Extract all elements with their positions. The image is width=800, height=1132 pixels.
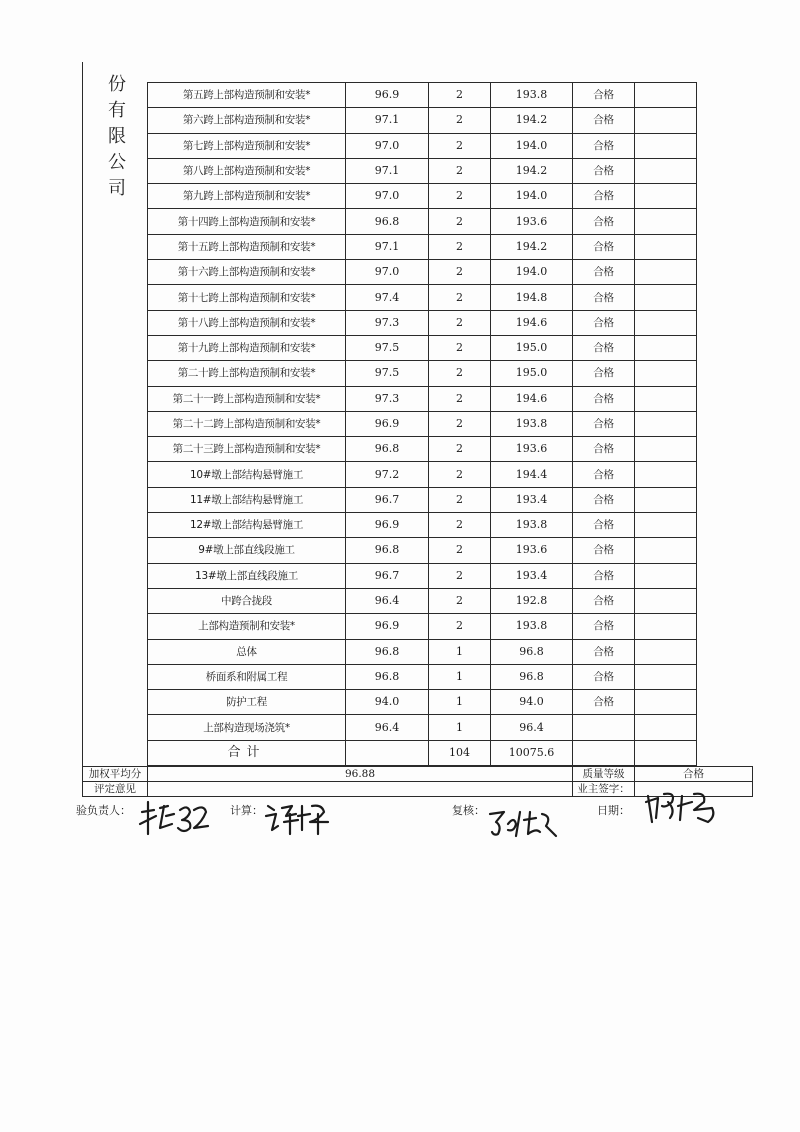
weighted-score-cell: 193.4 <box>491 487 573 512</box>
remark-cell <box>635 715 697 740</box>
weight-cell: 2 <box>429 361 491 386</box>
weight-cell: 2 <box>429 386 491 411</box>
weight-cell: 2 <box>429 108 491 133</box>
review-label: 复核： <box>452 804 485 817</box>
table-row <box>148 285 697 310</box>
item-name-cell: 第十八跨上部构造预制和安装* <box>148 310 346 335</box>
table-row <box>148 411 697 436</box>
item-name-cell: 12#墩上部结构悬臂施工 <box>148 513 346 538</box>
remark-cell <box>635 487 697 512</box>
weight-cell: 2 <box>429 614 491 639</box>
weighted-score-cell: 194.0 <box>491 260 573 285</box>
score-cell: 96.9 <box>346 513 429 538</box>
total-score-cell <box>346 740 429 765</box>
quality-cell: 合格 <box>573 386 635 411</box>
quality-cell: 合格 <box>573 108 635 133</box>
quality-cell: 合格 <box>573 614 635 639</box>
total-remark-cell <box>635 740 697 765</box>
remark-cell <box>635 285 697 310</box>
score-cell: 97.3 <box>346 386 429 411</box>
weighted-score-cell: 192.8 <box>491 588 573 613</box>
quality-cell: 合格 <box>573 83 635 108</box>
remark-cell <box>635 588 697 613</box>
score-cell: 97.5 <box>346 335 429 360</box>
quality-grade-value: 合格 <box>635 767 753 782</box>
weight-cell: 2 <box>429 513 491 538</box>
score-cell: 96.8 <box>346 639 429 664</box>
item-name-cell: 9#墩上部直线段施工 <box>148 538 346 563</box>
weight-cell: 2 <box>429 234 491 259</box>
score-cell: 96.9 <box>346 83 429 108</box>
evaluation-table <box>147 82 697 766</box>
weighted-score-cell: 96.8 <box>491 639 573 664</box>
table-row <box>148 462 697 487</box>
table-row <box>148 184 697 209</box>
weighted-score-cell: 193.8 <box>491 513 573 538</box>
table-row <box>148 386 697 411</box>
quality-cell: 合格 <box>573 184 635 209</box>
item-name-cell: 第二十一跨上部构造预制和安装* <box>148 386 346 411</box>
weighted-score-cell: 96.8 <box>491 664 573 689</box>
weighted-score-cell: 194.8 <box>491 285 573 310</box>
item-name-cell: 第二十跨上部构造预制和安装* <box>148 361 346 386</box>
weighted-score-cell: 96.4 <box>491 715 573 740</box>
table-row <box>148 83 697 108</box>
weighted-score-cell: 194.0 <box>491 133 573 158</box>
calc-signature <box>262 800 334 836</box>
weight-cell: 2 <box>429 411 491 436</box>
weighted-average-value: 96.88 <box>148 767 573 782</box>
quality-cell: 合格 <box>573 158 635 183</box>
weight-cell: 2 <box>429 310 491 335</box>
weight-cell: 2 <box>429 184 491 209</box>
table-row <box>148 588 697 613</box>
remark-cell <box>635 386 697 411</box>
weight-cell: 2 <box>429 462 491 487</box>
weighted-score-cell: 193.6 <box>491 437 573 462</box>
quality-cell: 合格 <box>573 462 635 487</box>
item-name-cell: 第十四跨上部构造预制和安装* <box>148 209 346 234</box>
item-name-cell: 总体 <box>148 639 346 664</box>
weight-cell: 2 <box>429 83 491 108</box>
quality-grade-label: 质量等级 <box>573 767 635 782</box>
table-row <box>148 614 697 639</box>
remark-cell <box>635 108 697 133</box>
remark-cell <box>635 462 697 487</box>
remark-cell <box>635 639 697 664</box>
quality-cell: 合格 <box>573 133 635 158</box>
weighted-score-cell: 193.8 <box>491 83 573 108</box>
inspector-signature <box>136 798 212 840</box>
item-name-cell: 上部构造现场浇筑* <box>148 715 346 740</box>
table-row <box>148 690 697 715</box>
quality-cell <box>573 715 635 740</box>
remark-cell <box>635 614 697 639</box>
table-row <box>148 209 697 234</box>
weighted-score-cell: 194.0 <box>491 184 573 209</box>
weight-cell: 2 <box>429 563 491 588</box>
table-row <box>148 513 697 538</box>
score-cell: 97.4 <box>346 285 429 310</box>
weight-cell: 2 <box>429 260 491 285</box>
table-row <box>148 158 697 183</box>
remark-cell <box>635 335 697 360</box>
weighted-score-cell: 193.6 <box>491 538 573 563</box>
item-name-cell: 中跨合拢段 <box>148 588 346 613</box>
remark-cell <box>635 209 697 234</box>
total-weight: 104 <box>429 740 491 765</box>
weighted-score-cell: 194.4 <box>491 462 573 487</box>
score-cell: 96.7 <box>346 563 429 588</box>
remark-cell <box>635 158 697 183</box>
weighted-score-cell: 193.8 <box>491 614 573 639</box>
item-name-cell: 第十九跨上部构造预制和安装* <box>148 335 346 360</box>
table-row <box>148 133 697 158</box>
weight-cell: 2 <box>429 209 491 234</box>
total-label: 合计 <box>148 740 346 765</box>
item-name-cell: 第十五跨上部构造预制和安装* <box>148 234 346 259</box>
item-name-cell: 上部构造预制和安装* <box>148 614 346 639</box>
score-cell: 97.5 <box>346 361 429 386</box>
score-cell: 94.0 <box>346 690 429 715</box>
weight-cell: 2 <box>429 487 491 512</box>
inspector-label: 验负责人： <box>76 804 131 817</box>
item-name-cell: 桥面系和附属工程 <box>148 664 346 689</box>
remark-cell <box>635 260 697 285</box>
table-row <box>148 664 697 689</box>
score-cell: 96.8 <box>346 209 429 234</box>
score-cell: 96.7 <box>346 487 429 512</box>
table-row <box>148 639 697 664</box>
quality-cell: 合格 <box>573 361 635 386</box>
quality-cell: 合格 <box>573 411 635 436</box>
score-cell: 96.9 <box>346 411 429 436</box>
quality-cell: 合格 <box>573 310 635 335</box>
weight-cell: 2 <box>429 158 491 183</box>
quality-cell: 合格 <box>573 335 635 360</box>
weight-cell: 2 <box>429 588 491 613</box>
opinion-label: 评定意见 <box>83 782 148 797</box>
quality-cell: 合格 <box>573 513 635 538</box>
weighted-score-cell: 193.6 <box>491 209 573 234</box>
weighted-average-row <box>83 767 753 782</box>
quality-cell: 合格 <box>573 487 635 512</box>
table-row <box>148 538 697 563</box>
item-name-cell: 第八跨上部构造预制和安装* <box>148 158 346 183</box>
item-name-cell: 第六跨上部构造预制和安装* <box>148 108 346 133</box>
evaluation-rows <box>148 83 697 741</box>
score-cell: 97.1 <box>346 158 429 183</box>
remark-cell <box>635 133 697 158</box>
score-cell: 96.8 <box>346 437 429 462</box>
company-name-vertical: 份有限公司 <box>108 74 126 199</box>
weight-cell: 2 <box>429 538 491 563</box>
item-name-cell: 13#墩上部直线段施工 <box>148 563 346 588</box>
score-cell: 97.1 <box>346 234 429 259</box>
quality-cell: 合格 <box>573 664 635 689</box>
item-name-cell: 第十六跨上部构造预制和安装* <box>148 260 346 285</box>
table-row <box>148 715 697 740</box>
weighted-score-cell: 194.2 <box>491 158 573 183</box>
table-row <box>148 260 697 285</box>
weighted-score-cell: 194.2 <box>491 234 573 259</box>
item-name-cell: 第七跨上部构造预制和安装* <box>148 133 346 158</box>
weight-cell: 1 <box>429 715 491 740</box>
remark-cell <box>635 437 697 462</box>
weight-cell: 2 <box>429 285 491 310</box>
quality-cell: 合格 <box>573 209 635 234</box>
quality-cell: 合格 <box>573 285 635 310</box>
quality-cell: 合格 <box>573 234 635 259</box>
left-border-line <box>82 62 83 796</box>
table-row <box>148 487 697 512</box>
table-row <box>148 563 697 588</box>
score-cell: 96.4 <box>346 715 429 740</box>
score-cell: 97.0 <box>346 184 429 209</box>
table-row <box>148 108 697 133</box>
weight-cell: 2 <box>429 335 491 360</box>
weight-cell: 2 <box>429 437 491 462</box>
weighted-score-cell: 193.4 <box>491 563 573 588</box>
total-section <box>148 740 697 765</box>
opinion-value <box>148 782 573 797</box>
total-weighted-score: 10075.6 <box>491 740 573 765</box>
date-label: 日期： <box>597 804 630 817</box>
item-name-cell: 11#墩上部结构悬臂施工 <box>148 487 346 512</box>
table-row <box>148 437 697 462</box>
score-cell: 97.1 <box>346 108 429 133</box>
owner-sign-label: 业主签字： <box>573 782 635 797</box>
item-name-cell: 第九跨上部构造预制和安装* <box>148 184 346 209</box>
remark-cell <box>635 563 697 588</box>
remark-cell <box>635 83 697 108</box>
weight-cell: 2 <box>429 133 491 158</box>
weighted-score-cell: 194.6 <box>491 386 573 411</box>
remark-cell <box>635 538 697 563</box>
remark-cell <box>635 361 697 386</box>
remark-cell <box>635 184 697 209</box>
weighted-score-cell: 194.2 <box>491 108 573 133</box>
weighted-score-cell: 194.6 <box>491 310 573 335</box>
remark-cell <box>635 234 697 259</box>
score-cell: 97.2 <box>346 462 429 487</box>
remark-cell <box>635 411 697 436</box>
weighted-average-label: 加权平均分 <box>83 767 148 782</box>
item-name-cell: 第五跨上部构造预制和安装* <box>148 83 346 108</box>
score-cell: 97.0 <box>346 133 429 158</box>
weighted-score-cell: 195.0 <box>491 335 573 360</box>
item-name-cell: 10#墩上部结构悬臂施工 <box>148 462 346 487</box>
weighted-score-cell: 94.0 <box>491 690 573 715</box>
review-signature <box>486 806 560 840</box>
score-cell: 96.9 <box>346 614 429 639</box>
quality-cell: 合格 <box>573 437 635 462</box>
item-name-cell: 第二十二跨上部构造预制和安装* <box>148 411 346 436</box>
table-row <box>148 335 697 360</box>
weight-cell: 1 <box>429 690 491 715</box>
quality-cell: 合格 <box>573 563 635 588</box>
weighted-score-cell: 195.0 <box>491 361 573 386</box>
remark-cell <box>635 690 697 715</box>
quality-cell: 合格 <box>573 260 635 285</box>
quality-cell: 合格 <box>573 588 635 613</box>
table-row <box>148 234 697 259</box>
total-row <box>148 740 697 765</box>
remark-cell <box>635 664 697 689</box>
score-cell: 96.8 <box>346 664 429 689</box>
table-row <box>148 310 697 335</box>
calc-label: 计算： <box>230 804 263 817</box>
score-cell: 97.0 <box>346 260 429 285</box>
item-name-cell: 第二十三跨上部构造预制和安装* <box>148 437 346 462</box>
weight-cell: 1 <box>429 639 491 664</box>
item-name-cell: 防护工程 <box>148 690 346 715</box>
quality-cell: 合格 <box>573 690 635 715</box>
weighted-score-cell: 193.8 <box>491 411 573 436</box>
score-cell: 97.3 <box>346 310 429 335</box>
item-name-cell: 第十七跨上部构造预制和安装* <box>148 285 346 310</box>
date-signature <box>642 788 724 828</box>
remark-cell <box>635 310 697 335</box>
score-cell: 96.4 <box>346 588 429 613</box>
remark-cell <box>635 513 697 538</box>
total-quality-cell <box>573 740 635 765</box>
table-row <box>148 361 697 386</box>
quality-cell: 合格 <box>573 538 635 563</box>
quality-cell: 合格 <box>573 639 635 664</box>
weight-cell: 1 <box>429 664 491 689</box>
score-cell: 96.8 <box>346 538 429 563</box>
